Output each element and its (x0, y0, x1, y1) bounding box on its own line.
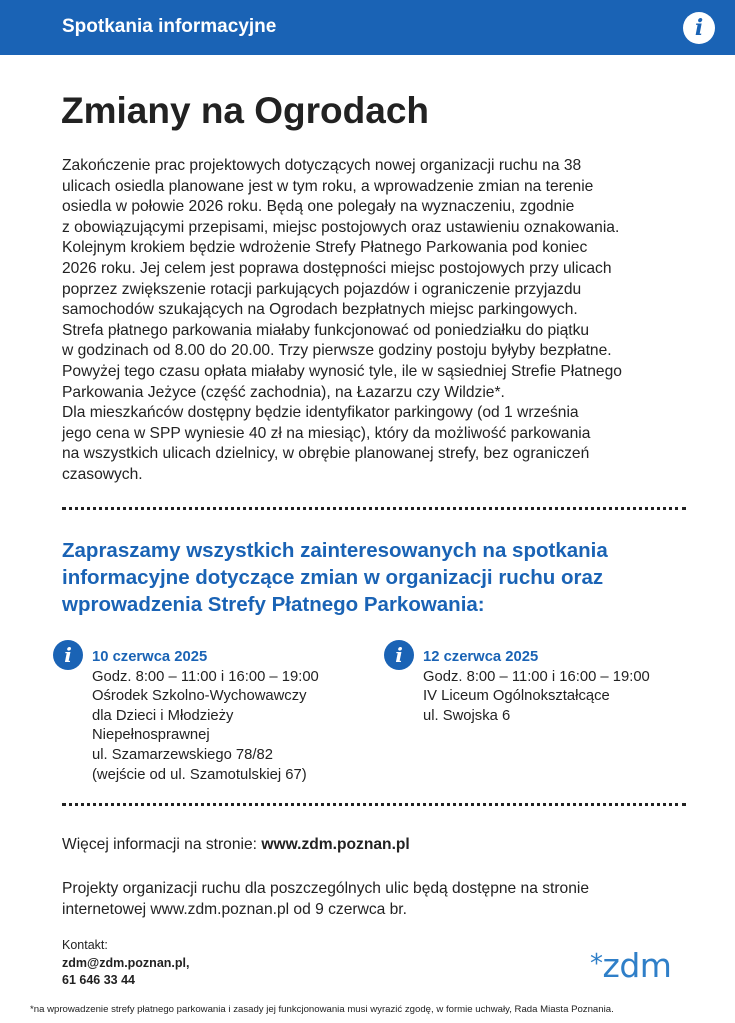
invitation-heading (62, 537, 712, 618)
info-icon: i (53, 640, 83, 670)
event-date: 10 czerwca 2025 (92, 649, 208, 665)
event-place-line: Ośrodek Szkolno-Wychowawczy (92, 688, 307, 705)
header-title: Spotkania informacyjne (62, 16, 277, 37)
invitation-line: informacyjne dotyczące zmian w organizacji ruchu oraz (62, 566, 604, 589)
website-link[interactable]: www.zdm.poznan.pl (261, 836, 410, 853)
event-details (423, 648, 650, 726)
event-place-line: IV Liceum Ogólnokształcące (423, 688, 610, 705)
body-line: samochodów szukających na Ogrodach bezpłatnych miejsc parkingowych. (62, 301, 578, 319)
event-details (92, 648, 319, 785)
body-line: czasowych. (62, 465, 143, 483)
invitation-line: wprowadzenia Strefy Płatnego Parkowania: (62, 593, 485, 616)
body-line: w godzinach od 8.00 do 20.00. Trzy pierwsze godziny postoju byłyby bezpłatne. (62, 342, 612, 360)
body-line: na wszystkich ulicach dzielnicy, w obrębie planowanej strefy, bez ograniczeń (62, 445, 590, 463)
body-line: Parkowania Jeżyce (część zachodnia), na Łazarzu czy Wildzie*. (62, 383, 505, 401)
projects-line: internetowej www.zdm.poznan.pl od 9 czerwca br. (62, 901, 407, 918)
more-info (62, 836, 410, 854)
event-place-line: ul. Swojska 6 (423, 707, 511, 724)
body-paragraph (62, 156, 712, 486)
page-title: Zmiany na Ogrodach (61, 90, 430, 131)
body-line: Powyżej tego czasu opłata miałaby wynosić tyle, ile w sąsiedniej Strefie Płatnego (62, 362, 622, 380)
body-line: 2026 roku. Jej celem jest poprawa dostępności miejsc postojowych przy ulicach (62, 259, 612, 277)
body-line: z obowiązującymi przepisami, miejsc postojowych oraz ustawieniu oznakowania. (62, 218, 620, 236)
header-bar (0, 0, 735, 55)
event-hours: Godz. 8:00 – 11:00 i 16:00 – 19:00 (423, 668, 650, 685)
event-place-line: (wejście od ul. Szamotulskiej 67) (92, 766, 307, 783)
logo-text: zdm (602, 946, 672, 985)
body-line: ulicach osiedla planowane jest w tym roku, a wprowadzenie zmian na terenie (62, 177, 594, 195)
projects-note (62, 878, 589, 920)
body-line: osiedla w połowie 2026 roku. Będą one polegały na wyznaczeniu, zgodnie (62, 198, 575, 216)
dotted-divider (62, 507, 686, 510)
contact-label: Kontakt: (62, 938, 108, 952)
event-place-line: ul. Szamarzewskiego 78/82 (92, 746, 273, 763)
body-line: Dla mieszkańców dostępny będzie identyfikator parkingowy (od 1 września (62, 404, 579, 422)
info-icon: i (384, 640, 414, 670)
event-place-line: dla Dzieci i Młodzieży (92, 707, 234, 724)
zdm-logo (590, 948, 671, 984)
logo-star: * (590, 949, 603, 979)
projects-line: Projekty organizacji ruchu dla poszczególnych ulic będą dostępne na stronie (62, 880, 590, 897)
body-line: Kolejnym krokiem będzie wdrożenie Strefy Płatnego Parkowania pod koniec (62, 239, 588, 257)
info-icon: i (683, 12, 715, 44)
more-info-label: Więcej informacji na stronie: (62, 836, 257, 853)
event-date: 12 czerwca 2025 (423, 649, 539, 665)
body-line: jego cena w SPP wyniesie 40 zł na miesiąc), który da możliwość parkowania (62, 424, 591, 442)
body-line: poprzez zwiększenie rotacji parkujących pojazdów i ograniczenie przyjazdu (62, 280, 582, 298)
event-place-line: Niepełnosprawnej (92, 727, 210, 744)
contact-block (62, 937, 189, 990)
body-line: Zakończenie prac projektowych dotyczących nowej organizacji ruchu na 38 (62, 157, 582, 174)
contact-email[interactable]: zdm@zdm.poznan.pl, (62, 955, 190, 970)
event-hours: Godz. 8:00 – 11:00 i 16:00 – 19:00 (92, 668, 319, 685)
footnote: *na wprowadzenie strefy płatnego parkowania i zasady jej funkcjonowania musi wyrazić zgodę, w formie uchwały, Rada Miasta Poznania. (30, 1004, 614, 1015)
dotted-divider (62, 803, 686, 806)
contact-phone: 61 646 33 44 (62, 973, 135, 987)
body-line: Strefa płatnego parkowania miałaby funkcjonować od poniedziałku do piątku (62, 321, 590, 339)
invitation-line: Zapraszamy wszystkich zainteresowanych na spotkania (62, 539, 608, 562)
